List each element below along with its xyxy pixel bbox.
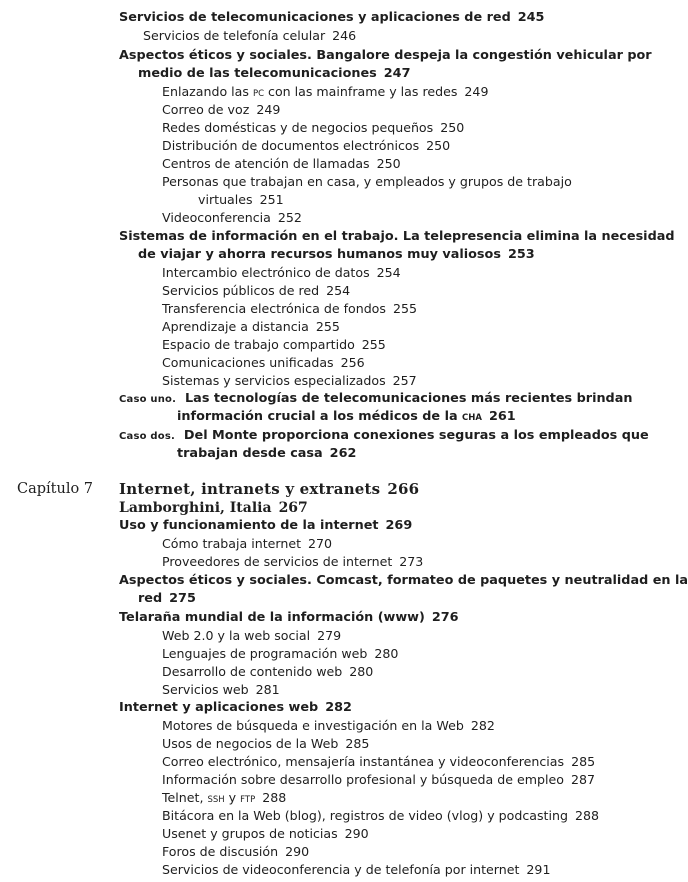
- toc-case-cont: información crucial a los médicos de la CHA 261: [177, 409, 516, 424]
- toc-subentry: Desarrollo de contenido web 280: [162, 664, 374, 679]
- toc-section-cont: medio de las telecomunicaciones 247: [138, 66, 411, 81]
- toc-section: Aspectos éticos y sociales. Comcast, formateo de paquetes y neutralidad en la: [119, 573, 688, 588]
- toc-subentry: Bitácora en la Web (blog), registros de video (vlog) y podcasting 288: [162, 808, 600, 823]
- toc-subentry: Cómo trabaja internet 270: [162, 536, 333, 551]
- toc-subentry: Centros de atención de llamadas 250: [162, 156, 401, 171]
- toc-subentry: Sistemas y servicios especializados 257: [162, 373, 417, 388]
- toc-subentry: Telnet, SSH y FTP 288: [162, 790, 287, 805]
- toc-subentry: Usos de negocios de la Web 285: [162, 736, 370, 751]
- toc-subentry: Servicios públicos de red 254: [162, 283, 351, 298]
- chapter-title: Internet, intranets y extranets 266: [119, 480, 420, 498]
- toc-section: Uso y funcionamiento de la internet 269: [119, 518, 413, 533]
- toc-subentry: Correo de voz 249: [162, 102, 281, 117]
- toc-subentry: Lenguajes de programación web 280: [162, 646, 399, 661]
- toc-case-cont: trabajan desde casa 262: [177, 446, 357, 461]
- chapter-opener: Lamborghini, Italia 267: [119, 500, 308, 516]
- toc-section-cont: de viajar y ahorra recursos humanos muy valiosos 253: [138, 247, 535, 262]
- toc-subentry: Personas que trabajan en casa, y empleados y grupos de trabajo: [162, 174, 572, 189]
- toc-subentry: Transferencia electrónica de fondos 255: [162, 301, 417, 316]
- case-label: Caso uno.: [119, 394, 177, 405]
- toc-subentry: Distribución de documentos electrónicos 250: [162, 138, 451, 153]
- toc-subentry: Foros de discusión 290: [162, 844, 310, 859]
- toc-case: Caso uno. Las tecnologías de telecomunicaciones más recientes brindan: [119, 391, 633, 406]
- toc-section: Telaraña mundial de la información (www) 276: [119, 610, 459, 625]
- toc-subentry: Web 2.0 y la web social 279: [162, 628, 342, 643]
- chapter-label: Capítulo 7: [17, 481, 94, 497]
- toc-subentry: Servicios web 281: [162, 682, 280, 697]
- toc-subentry: Redes domésticas y de negocios pequeños 250: [162, 120, 465, 135]
- toc-subentry: Servicios de videoconferencia y de telefonía por internet 291: [162, 862, 551, 877]
- toc-subentry: Aprendizaje a distancia 255: [162, 319, 340, 334]
- toc-subentry: Intercambio electrónico de datos 254: [162, 265, 401, 280]
- case-label: Caso dos.: [119, 431, 175, 442]
- toc-case: Caso dos. Del Monte proporciona conexiones seguras a los empleados que: [119, 428, 649, 443]
- toc-section: Servicios de telecomunicaciones y aplicaciones de red 245: [119, 10, 545, 25]
- toc-subentry: Enlazando las PC con las mainframe y las redes 249: [162, 84, 489, 99]
- toc-subentry: Correo electrónico, mensajería instantánea y videoconferencias 285: [162, 754, 596, 769]
- toc-section: Aspectos éticos y sociales. Bangalore despeja la congestión vehicular por: [119, 48, 652, 63]
- toc-subentry: Información sobre desarrollo profesional y búsqueda de empleo 287: [162, 772, 596, 787]
- toc-subentry: Usenet y grupos de noticias 290: [162, 826, 369, 841]
- toc-section: Sistemas de información en el trabajo. La telepresencia elimina la necesidad: [119, 229, 675, 244]
- toc-subentry: Comunicaciones unificadas 256: [162, 355, 365, 370]
- toc-subentry: Videoconferencia 252: [162, 210, 302, 225]
- toc-subentry-cont: virtuales 251: [198, 192, 284, 207]
- toc-subentry: Espacio de trabajo compartido 255: [162, 337, 386, 352]
- toc-section-cont: red 275: [138, 591, 196, 606]
- toc-section: Internet y aplicaciones web 282: [119, 700, 352, 715]
- toc-subentry: Servicios de telefonía celular 246: [143, 28, 357, 43]
- toc-subentry: Proveedores de servicios de internet 273: [162, 554, 424, 569]
- toc-subentry: Motores de búsqueda e investigación en la Web 282: [162, 718, 495, 733]
